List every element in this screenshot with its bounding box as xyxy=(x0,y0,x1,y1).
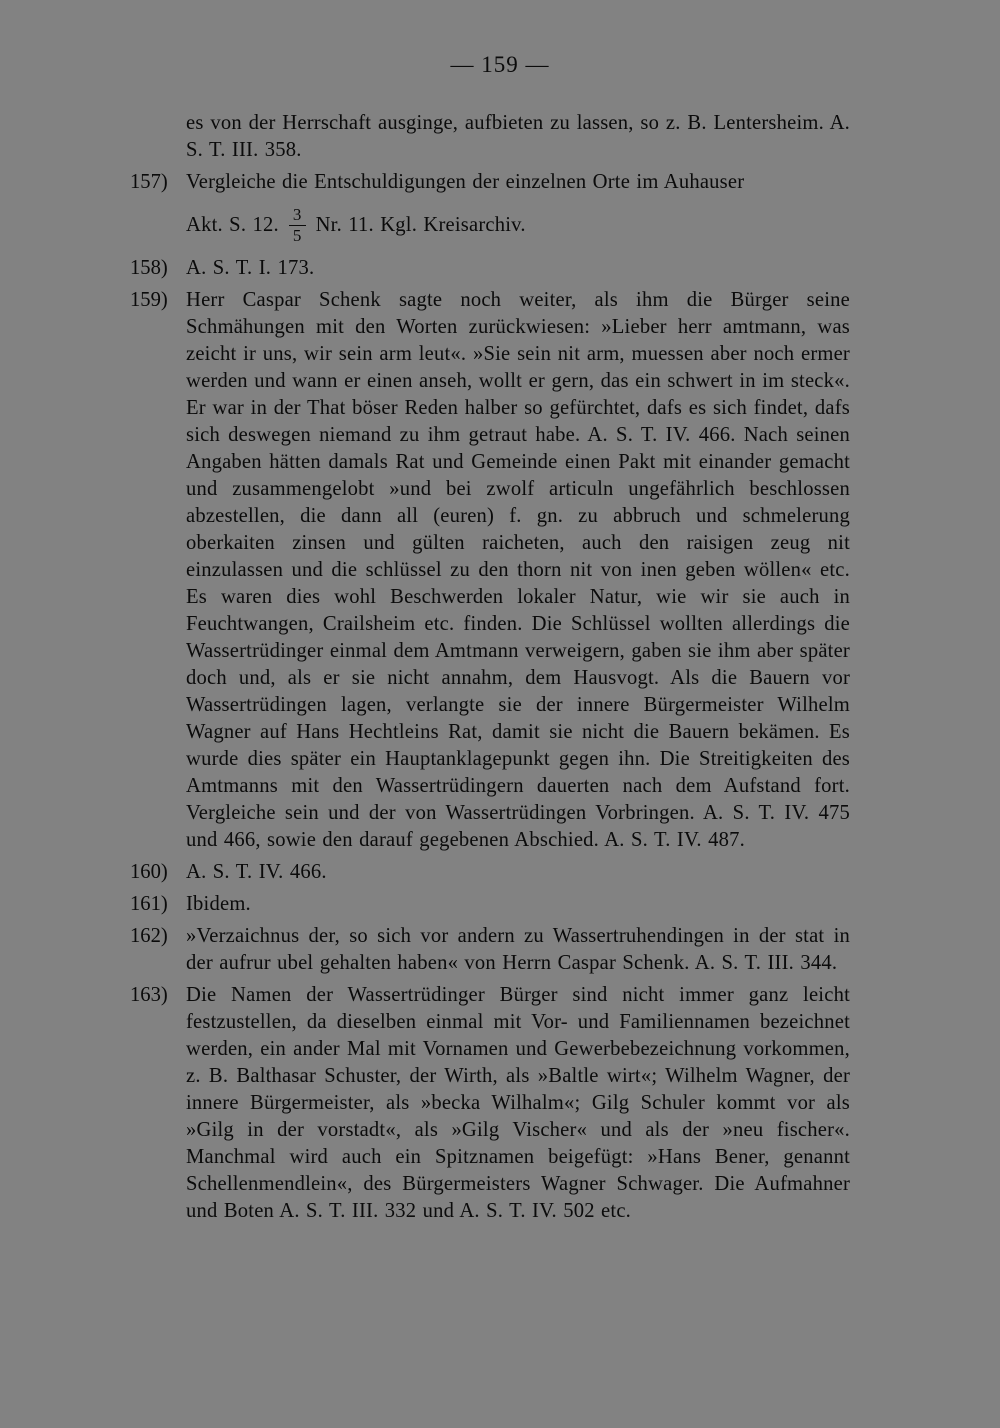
footnote-text: Herr Caspar Schenk sagte noch weiter, als ihm die Bürger seine Schmähungen mit den Worten zurückwiesen: »Lieber herr amtmann, was zeicht ir uns, wir sein arm leut«. »Sie sein nit arm, muessen aber noch ermer werden und wann er einen anseh, wollt er gern, das ein schwert in im steck«. Er war in der That böser Reden halber so gefürchtet, dafs es sich findet, dafs sich deswegen niemand zu ihm getraut habe. A. S. T. IV. 466. Nach seinen Angaben hätten damals Rat und Gemeinde einen Pakt mit einander gemacht und zusammengelobt »und bei zwolf articuln ungefährlich beschlossen abzestellen, die dann all (euren) f. gn. zu abbruch und schmelerung oberkaiten zinsen und gülten raicheten, auch den raisigen zeug nit einzulassen und die schlüssel zu den thorn nit von inen geben wöllen« etc. Es waren dies wohl Beschwerden lokaler Natur, wie wir sie auch in Feuchtwangen, Crailsheim etc. finden. Die Schlüssel wollten allerdings die Wassertrüdinger einmal dem Amtmann verweigern, gaben sie ihm aber später doch und, als er sie nicht annahm, dem Hausvogt. Als die Bauern vor Wassertrüdingen lagen, verlangte sie der innere Bürgermeister Wilhelm Wagner auf Hans Hechtleins Rat, damit sie nicht die Bauern bekämen. Es wurde dies später ein Hauptanklagepunkt gegen ihn. Die Streitigkeiten des Amtmanns mit den Wassertrüdingern dauerten nach dem Aufstand fort. Vergleiche sein und der von Wassertrüdingen Vorbringen. A. S. T. IV. 475 und 466, sowie den darauf gegebenen Abschied. A. S. T. IV. 487. xyxy=(186,289,850,851)
footnote-160 xyxy=(130,859,850,886)
footnote-number: 160) xyxy=(130,861,168,883)
footnote-162 xyxy=(130,923,850,977)
footnote-157 xyxy=(130,169,850,255)
footnote-text: »Verzaichnus der, so sich vor andern zu Wassertruhendingen in der stat in der aufrur ubel gehalten haben« von Herrn Caspar Schenk. A. S. T. III. 344. xyxy=(186,925,850,974)
footnote-number: 157) xyxy=(130,171,168,193)
fraction-numerator: 3 xyxy=(289,206,306,226)
footnote-text: Die Namen der Wassertrüdinger Bürger sind nicht immer ganz leicht festzustellen, da dieselben einmal mit Vor- und Familiennamen bezeichnet werden, ein ander Mal mit Vornamen und Gewerbebezeichnung vorkommen, z. B. Balthasar Schuster, der Wirth, als »Baltle wirt«; Wilhelm Wagner, der innere Bürgermeister, als »becka Wilhalm«; Gilg Schuler kommt vor als »Gilg in der vorstadt«, als »Gilg Vischer« und als der »neu fischer«. Manchmal wird auch ein Spitznamen beigefügt: »Hans Bener, genannt Schellenmendlein«, des Bürgermeisters Wagner Schwager. Die Aufmahner und Boten A. S. T. III. 332 und A. S. T. IV. 502 etc. xyxy=(186,984,850,1222)
footnote-159 xyxy=(130,287,850,854)
fraction xyxy=(289,206,306,245)
footnotes xyxy=(130,110,850,1225)
footnote-number: 158) xyxy=(130,257,168,279)
footnote-number: 159) xyxy=(130,289,168,311)
footnote-number: 161) xyxy=(130,893,168,915)
footnote-text: A. S. T. I. 173. xyxy=(186,257,315,279)
footnote-number: 162) xyxy=(130,925,168,947)
footnote-reference-line xyxy=(186,206,850,245)
footnote-number: 163) xyxy=(130,984,168,1006)
footnote-158 xyxy=(130,255,850,282)
footnote-156-continuation xyxy=(130,110,850,164)
fraction-denominator: 5 xyxy=(292,226,302,245)
footnote-text: A. S. T. IV. 466. xyxy=(186,861,327,883)
page-number: — 159 — xyxy=(450,52,550,77)
footnote-text: es von der Herrschaft ausginge, aufbieten zu lassen, so z. B. Lentersheim. A. S. T. III. 358. xyxy=(186,112,850,161)
reference-suffix: Nr. 11. Kgl. Kreisarchiv. xyxy=(315,214,526,236)
footnote-text: Vergleiche die Entschuldigungen der einzelnen Orte im Auhauser xyxy=(186,171,745,193)
footnote-body xyxy=(186,169,850,255)
reference-prefix: Akt. S. 12. xyxy=(186,214,279,236)
footnote-163 xyxy=(130,982,850,1225)
footnote-text: Ibidem. xyxy=(186,893,251,915)
footnote-161 xyxy=(130,891,850,918)
